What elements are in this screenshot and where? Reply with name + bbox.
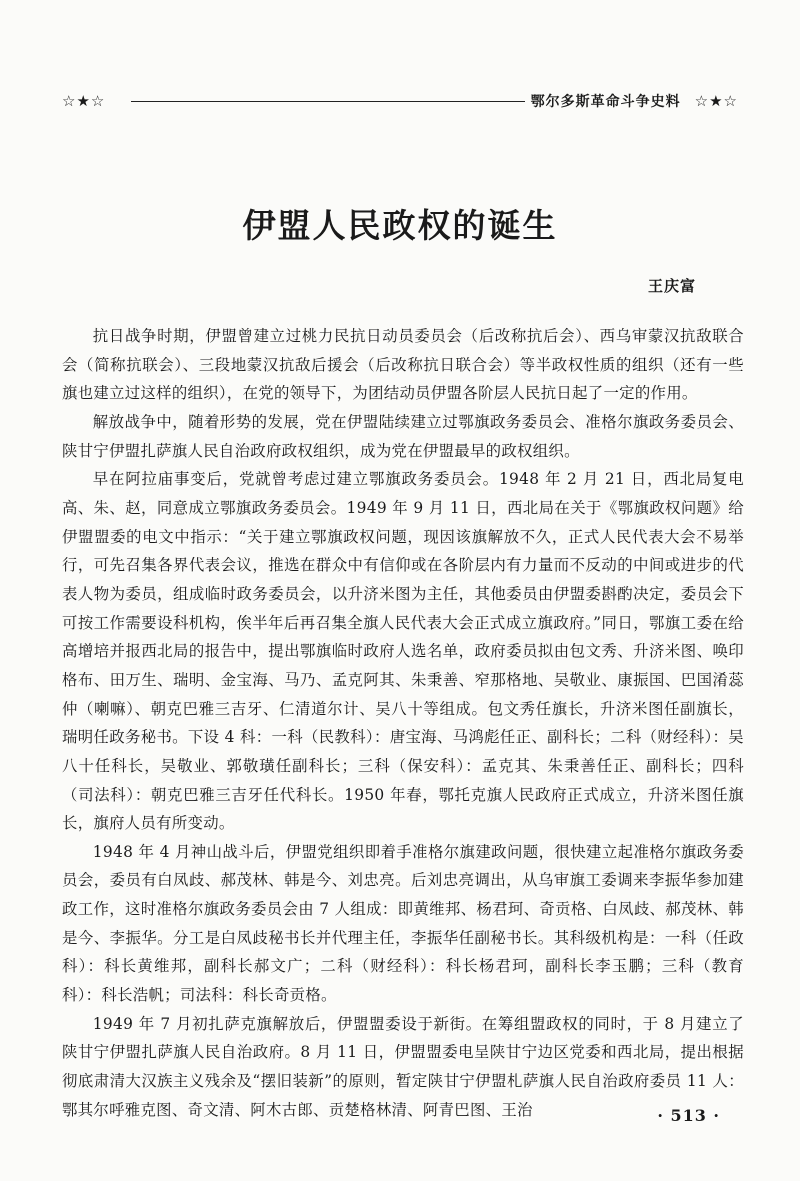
- running-header: [62, 88, 738, 114]
- paragraph: 抗日战争时期，伊盟曾建立过桃力民抗日动员委员会（后改称抗后会）、西乌审蒙汉抗敌联合会（简称抗联会）、三段地蒙汉抗敌后援会（后改称抗日联合会）等半政权性质的组织（还有一些旗也建立过这样的组织），在党的领导下，为团结动员伊盟各阶层人民抗日起了一定的作用。: [62, 327, 744, 403]
- author-name: 王庆富: [647, 277, 696, 295]
- paragraph: 1948 年 4 月神山战斗后，伊盟党组织即着手准格尔旗建政问题，很快建立起准格尔旗政务委员会，委员有白凤歧、郝茂林、韩是今、刘忠亮。后刘忠亮调出，从乌审旗工委调来李振华参加建政工作，这时准格尔旗政务委员会由 7 人组成：即黄维邦、杨君珂、奇贡格、白凤歧、郝茂林、韩是今、李振华。分工是白凤歧秘书长并代理主任，李振华任副秘书长。其科级机构是：一科（任政科）：科长黄维邦，副科长郝文广；二科（财经科）：科长杨君珂，副科长李玉鹏；三科（教育科）：科长浩帆；司法科：科长奇贡格。: [62, 842, 744, 1005]
- header-stars-left: ☆★☆: [62, 92, 106, 110]
- page-number: · 513 ·: [657, 1106, 720, 1125]
- paragraph: 解放战争中，随着形势的发展，党在伊盟陆续建立过鄂旗政务委员会、准格尔旗政务委员会、陕甘宁伊盟扎萨旗人民自治政府政权组织，成为党在伊盟最早的政权组织。: [62, 412, 744, 460]
- article-title: 伊盟人民政权的诞生: [242, 206, 558, 245]
- series-title: 鄂尔多斯革命斗争史料: [530, 94, 681, 110]
- paragraph: 1949 年 7 月初扎萨克旗解放后，伊盟盟委设于新街。在筹组盟政权的同时，于 8 月建立了陕甘宁伊盟扎萨旗人民自治政府。8 月 11 日，伊盟盟委电呈陕甘宁边区党委和西北局，提出根据彻底肃清大汉族主义残余及“摆旧装新”的原则，暂定陕甘宁伊盟札萨旗人民自治政府委员 11 人：鄂其尔呼雅克图、奇文清、阿木古郎、贡楚格林清、阿青巴图、王治: [62, 1014, 744, 1119]
- article-body: [62, 322, 744, 1124]
- paragraph: 早在阿拉庙事变后，党就曾考虑过建立鄂旗政务委员会。1948 年 2 月 21 日，西北局复电高、朱、赵，同意成立鄂旗政务委员会。1949 年 9 月 11 日，西北局在关于《鄂旗政权问题》给伊盟盟委的电文中指示：“关于建立鄂旗政权问题，现因该旗解放不久，正式人民代表大会不易举行，可先召集各界代表会议，推选在群众中有信仰或在各阶层内有力量而不反动的中间或进步的代表人物为委员，组成临时政务委员会，以升济米图为主任，其他委员由伊盟委斟酌决定，委员会下可按工作需要设科机构，俟半年后再召集全旗人民代表大会正式成立旗政府。”同日，鄂旗工委在给高增培并报西北局的报告中，提出鄂旗临时政府人选名单，政府委员拟由包文秀、升济米图、唤印格布、田万生、瑞明、金宝海、马乃、孟克阿其、朱秉善、窄那格地、吴敬业、康振国、巴国淆蕊仲（喇嘛）、朝克巴雅三吉牙、仁清道尔计、吴八十等组成。包文秀任旗长，升济米图任副旗长，瑞明任政务秘书。下设 4 科：一科（民教科）：唐宝海、马鸿彪任正、副科长；二科（财经科）：吴八十任科长，吴敬业、郭敬璜任副科长；三科（保安科）：孟克其、朱秉善任正、副科长；四科（司法科）：朝克巴雅三吉牙任代科长。1950 年春，鄂托克旗人民政府正式成立，升济米图任旗长，旗府人员有所变动。: [62, 470, 744, 833]
- header-stars-right: ☆★☆: [694, 92, 738, 110]
- header-rule: [131, 101, 524, 102]
